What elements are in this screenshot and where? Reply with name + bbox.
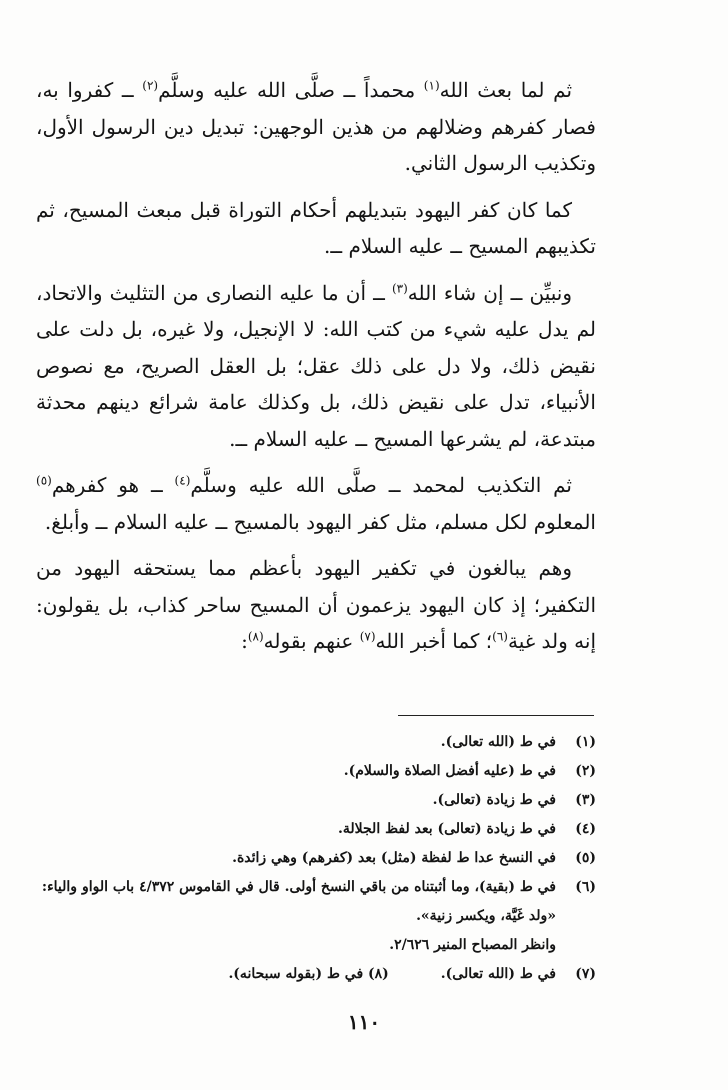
footnote-divider [398,715,594,716]
page-number: ١١٠ [347,1010,381,1034]
footnote-ref-1: (١) [423,78,440,93]
paragraph-1: ثم لما بعث الله$^{(١)}$ محمداً ــ صلَّى الله عليه وسلَّم$^{(٢)}$ ــ كفروا به، فصار كفرهم وضلالهم من هذين الوجهين: تبديل دين الرسول الأول، وتكذيب الرسول الثاني. [36,78,596,175]
footnote-6-line-1: في ط (بقية)، وما أثبتناه من باقي النسخ أولى. قال في القاموس ٤/٣٧٢ باب الواو والياء: «ولد غَيَّة، ويكسر زنية». [41,879,556,924]
footnote-7: (٧) في ط (الله تعالى).(٨) في ط (بقوله سبحانه). [228,966,596,982]
footnote-6-line-2: وانظر المصباح المنير ٢/٦٢٦. [389,937,556,953]
footnote-6: (٦) في ط (بقية)، وما أثبتناه من باقي النسخ أولى. قال في القاموس ٤/٣٧٢ باب الواو والياء: «ولد غَيَّة، ويكسر زنية». وانظر المصباح المنير ٢/٦٢٦. [41,879,596,953]
footnote-3: (٣) في ط زيادة (تعالى). [432,792,596,808]
footnote-8-text: في ط (بقوله سبحانه). [228,966,364,982]
paragraph-4: ثم التكذيب لمحمد ــ صلَّى الله عليه وسلَّم$^{(٤)}$ ــ هو كفرهم$^{(٥)}$ المعلوم لكل مسلم، مثل كفر اليهود بالمسيح ــ عليه السلام ــ وأبلغ. [36,473,596,534]
footnote-ref-2: (٢) [142,78,159,93]
footnote-ref-4: (٤) [174,473,191,488]
footnote-4: (٤) في ط زيادة (تعالى) بعد لفظ الجلالة. [338,821,596,837]
footnotes [36,728,596,989]
main-text [36,72,596,670]
footnote-ref-7: (٧) [359,629,376,644]
footnote-1: (١) في ط (الله تعالى). [440,734,596,750]
footnote-8-num: (٨) [368,966,389,982]
footnote-ref-5: (٥) [36,473,52,488]
footnote-5: (٥) في النسخ عدا ط لفظة (مثل) بعد (كفرهم) وهي زائدة. [232,850,596,866]
paragraph-5: وهم يبالغون في تكفير اليهود بأعظم مما يستحقه اليهود من التكفير؛ إذ كان اليهود يزعمون أن المسيح ساحر كذاب، بل يقولون: إنه ولد غية$^{(٦)}$؛ كما أخبر الله$^{(٧)}$ عنهم بقوله$^{(٨)}$: [36,556,596,653]
footnote-ref-6: (٦) [492,629,508,644]
footnote-7-text: في ط (الله تعالى). [440,966,556,982]
paragraph-3: ونبيِّن ــ إن شاء الله$^{(٣)}$ ــ أن ما عليه النصارى من التثليث والاتحاد، لم يدل عليه شيء من كتب الله: لا الإنجيل، ولا غيره، بل دلت على نقيض ذلك، ولا دل على ذلك عقل؛ بل العقل الصريح، مع نصوص الأنبياء، تدل على نقيض ذلك، بل وكذلك عامة شرائع دينهم محدثة مبتدعة، لم يشرعها المسيح ــ عليه السلام ــ. [36,280,596,451]
paragraph-2: كما كان كفر اليهود بتبديلهم أحكام التوراة قبل مبعث المسيح، ثم تكذيبهم المسيح ــ عليه السلام ــ. [36,197,596,258]
footnote-8 [228,966,388,982]
footnote-ref-8: (٨) [247,629,264,644]
footnote-ref-3: (٣) [391,280,408,295]
footnote-2: (٢) في ط (عليه أفضل الصلاة والسلام). [343,763,596,779]
